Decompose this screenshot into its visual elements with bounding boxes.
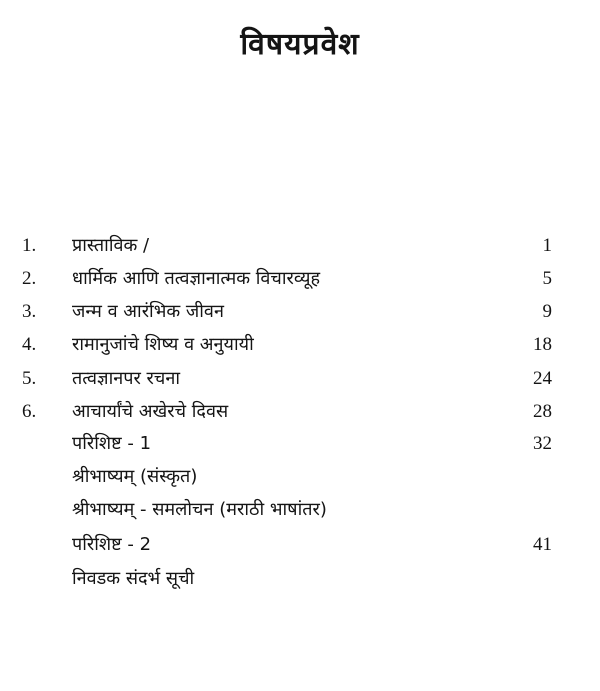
- toc-number: 6.: [22, 401, 37, 422]
- toc-number: 5.: [22, 368, 37, 389]
- toc-title: जन्म व आरंभिक जीवन: [72, 301, 224, 322]
- toc-number: 2.: [22, 268, 37, 289]
- toc-title: धार्मिक आणि तत्वज्ञानात्मक विचारव्यूह: [72, 268, 321, 289]
- toc-title: निवडक संदर्भ सूची: [72, 568, 195, 589]
- toc-title: श्रीभाष्यम् (संस्कृत): [72, 466, 198, 487]
- toc-number: 3.: [22, 301, 37, 322]
- toc-entry: [0, 264, 600, 294]
- toc-page-number: 41: [533, 534, 552, 555]
- toc-number: 1.: [22, 235, 37, 256]
- toc-page-number: 1: [542, 235, 552, 256]
- toc-entry: [0, 364, 600, 394]
- toc-entry: [0, 564, 600, 594]
- toc-title: परिशिष्ट - 1: [72, 433, 152, 454]
- toc-title: तत्वज्ञानपर रचना: [72, 368, 180, 389]
- toc-entry: [0, 495, 600, 525]
- toc-page-number: 24: [533, 368, 552, 389]
- toc-entry: [0, 231, 600, 261]
- toc-entry: [0, 429, 600, 459]
- toc-title: प्रास्ताविक /: [72, 235, 150, 256]
- toc-page-number: 5: [542, 268, 552, 289]
- toc-number: 4.: [22, 334, 37, 355]
- toc-page-number: 28: [533, 401, 552, 422]
- toc-entry: [0, 530, 600, 560]
- toc-page-number: 32: [533, 433, 552, 454]
- toc-entry: [0, 330, 600, 360]
- toc-title: परिशिष्ट - 2: [72, 534, 152, 555]
- toc-title: रामानुजांचे शिष्य व अनुयायी: [72, 334, 254, 355]
- toc-page-number: 18: [533, 334, 552, 355]
- page-title: विषयप्रवेश: [240, 27, 360, 62]
- toc-title: आचार्यांचे अखेरचे दिवस: [72, 401, 229, 422]
- toc-page-number: 9: [542, 301, 552, 322]
- toc-entry: [0, 397, 600, 427]
- toc-entry: [0, 462, 600, 492]
- toc-title: श्रीभाष्यम् - समलोचन (मराठी भाषांतर): [72, 499, 327, 520]
- toc-entry: [0, 297, 600, 327]
